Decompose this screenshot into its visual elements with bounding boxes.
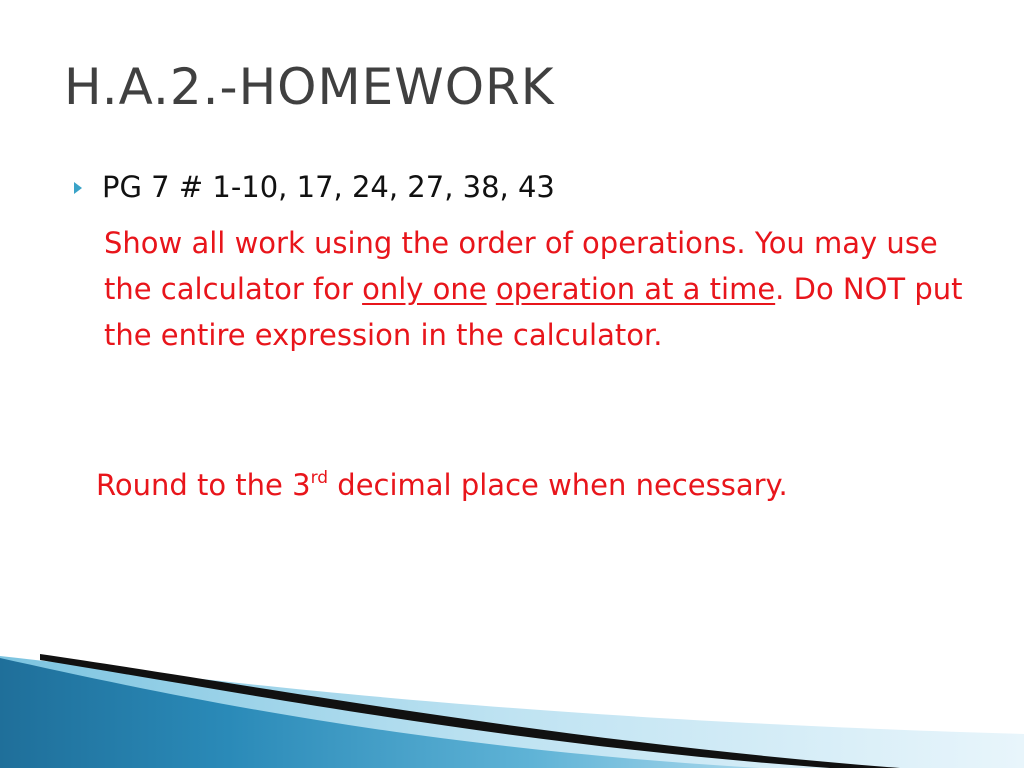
decorative-swoosh xyxy=(0,638,1024,768)
instructions-paragraph xyxy=(104,220,984,358)
instructions-text-1: Show all work using the order of operations. You may use the calculator for xyxy=(104,226,938,306)
slide-title: H.A.2.-HOMEWORK xyxy=(64,58,555,116)
bullet-text: PG 7 # 1-10, 17, 24, 27, 38, 43 xyxy=(102,170,555,204)
ordinal-superscript: rd xyxy=(310,468,329,488)
instructions-text-2: . Do NOT put the entire expression in the calculator. xyxy=(104,272,963,352)
underlined-only-one: only one xyxy=(362,272,487,306)
rounding-text-prefix: Round to the 3 xyxy=(96,468,311,502)
underlined-operation-at-a-time: operation at a time xyxy=(495,272,776,306)
rounding-note xyxy=(96,462,976,508)
instructions-space xyxy=(487,272,496,306)
rounding-text-suffix: decimal place when necessary. xyxy=(328,468,788,502)
bullet-item xyxy=(74,170,555,204)
triangle-right-icon xyxy=(74,182,82,194)
